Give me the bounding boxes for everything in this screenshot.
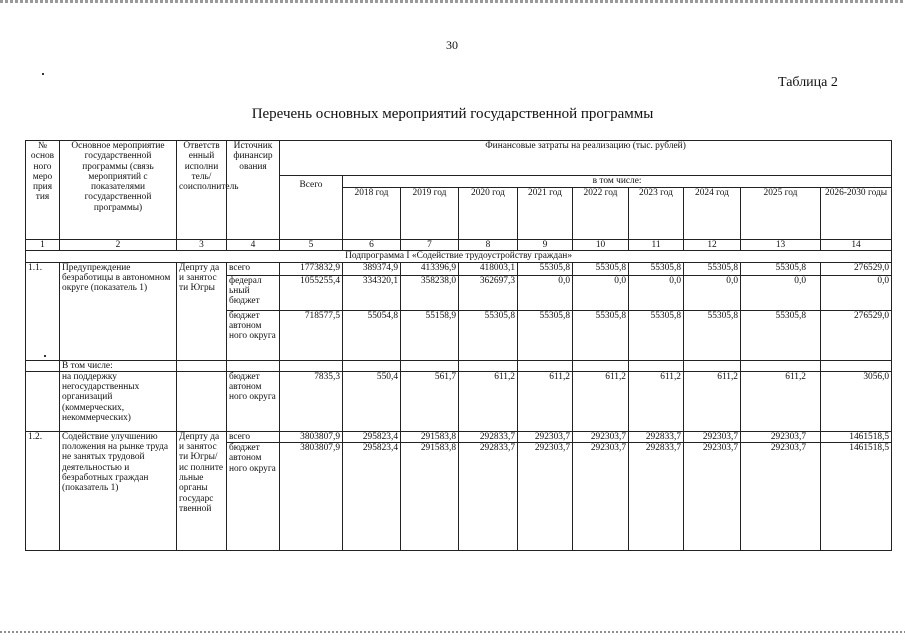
header-finance: Финансовые затраты на реализацию (тыс. рублей) bbox=[280, 141, 892, 176]
value-cell: 55305,8 bbox=[518, 310, 573, 360]
column-number: 9 bbox=[518, 240, 573, 251]
value-cell: 292303,7 bbox=[741, 431, 821, 442]
column-number: 11 bbox=[629, 240, 684, 251]
value-cell: 3803807,9 bbox=[280, 431, 343, 442]
header-year: 2023 год bbox=[629, 188, 684, 240]
header-year: 2024 год bbox=[684, 188, 741, 240]
funding-source: бюджет автоном ного округа bbox=[227, 443, 280, 551]
measure-name: Содействие улучшению положения на рынке труда не занятых трудовой деятельностью и безработных граждан (показатель 1) bbox=[60, 431, 177, 550]
value-cell: 561,7 bbox=[401, 371, 459, 431]
header-total: Всего bbox=[280, 176, 343, 240]
table-row bbox=[26, 371, 892, 431]
column-number-row bbox=[26, 240, 892, 251]
responsible-executor: Депрту да и занятос ти Югры bbox=[177, 262, 227, 360]
value-cell: 292303,7 bbox=[573, 431, 629, 442]
header-year: 2019 год bbox=[401, 188, 459, 240]
funding-source: федерал ьный бюджет bbox=[227, 275, 280, 310]
header-num: № основ ного меро прия тия bbox=[26, 141, 60, 240]
header-year: 2026-2030 годы bbox=[821, 188, 892, 240]
column-number: 1 bbox=[26, 240, 60, 251]
value-cell: 292303,7 bbox=[518, 443, 573, 551]
table-row bbox=[26, 262, 892, 275]
value-cell: 418003,1 bbox=[459, 262, 518, 275]
value-cell: 550,4 bbox=[343, 371, 401, 431]
value-cell: 292833,7 bbox=[629, 443, 684, 551]
header-responsible: Ответств енный исполни тель/ соисполнитель bbox=[177, 141, 227, 240]
value-cell: 292303,7 bbox=[684, 443, 741, 551]
value-cell: 292833,7 bbox=[459, 443, 518, 551]
value-cell: 3803807,9 bbox=[280, 443, 343, 551]
funding-source: бюджет автоном ного округа bbox=[227, 371, 280, 431]
column-number: 5 bbox=[280, 240, 343, 251]
table-row bbox=[26, 360, 892, 371]
header-source: Источник финансир ования bbox=[227, 141, 280, 240]
value-cell: 611,2 bbox=[741, 371, 821, 431]
value-cell: 292303,7 bbox=[684, 431, 741, 442]
value-cell: 1461518,5 bbox=[821, 443, 892, 551]
value-cell: 0,0 bbox=[684, 275, 741, 310]
value-cell: 0,0 bbox=[518, 275, 573, 310]
value-cell: 389374,9 bbox=[343, 262, 401, 275]
table-row bbox=[26, 431, 892, 442]
value-cell: 276529,0 bbox=[821, 310, 892, 360]
value-cell: 0,0 bbox=[741, 275, 821, 310]
measure-name: на поддержку негосударственных организаций (коммерческих, некоммерческих) bbox=[60, 371, 177, 431]
value-cell: 295823,4 bbox=[343, 431, 401, 442]
value-cell: 55305,8 bbox=[573, 310, 629, 360]
value-cell: 292833,7 bbox=[629, 431, 684, 442]
measure-name: Предупреждение безработицы в автономном округе (показатель 1) bbox=[60, 262, 177, 360]
value-cell: 55158,9 bbox=[401, 310, 459, 360]
row-number: 1.1. bbox=[26, 262, 60, 360]
value-cell: 292303,7 bbox=[741, 443, 821, 551]
value-cell: 362697,3 bbox=[459, 275, 518, 310]
value-cell: 0,0 bbox=[573, 275, 629, 310]
document-title: Перечень основных мероприятий государственной программы bbox=[251, 106, 654, 122]
value-cell: 55305,8 bbox=[741, 310, 821, 360]
page-number: 30 bbox=[446, 38, 458, 52]
value-cell: 291583,8 bbox=[401, 443, 459, 551]
row-number: 1.2. bbox=[26, 431, 60, 550]
header-year: 2025 год bbox=[741, 188, 821, 240]
value-cell: 334320,1 bbox=[343, 275, 401, 310]
value-cell: 295823,4 bbox=[343, 443, 401, 551]
scan-edge-top bbox=[0, 0, 905, 3]
value-cell: 1773832,9 bbox=[280, 262, 343, 275]
funding-source: бюджет автоном ного округа bbox=[227, 310, 280, 360]
value-cell: 611,2 bbox=[518, 371, 573, 431]
funding-source: всего bbox=[227, 262, 280, 275]
value-cell: 55305,8 bbox=[573, 262, 629, 275]
responsible-executor: Депрту да и занятос ти Югры/ис полните льные органы государс твенной bbox=[177, 431, 227, 550]
value-cell: 611,2 bbox=[684, 371, 741, 431]
value-cell: 55305,8 bbox=[684, 262, 741, 275]
value-cell: 55054,8 bbox=[343, 310, 401, 360]
value-cell: 358238,0 bbox=[401, 275, 459, 310]
column-number: 10 bbox=[573, 240, 629, 251]
value-cell: 1055255,4 bbox=[280, 275, 343, 310]
table-label: Таблица 2 bbox=[778, 75, 838, 90]
header-main-measure: Основное мероприятие государственной программы (связь мероприятий с показателями государственной программы) bbox=[60, 141, 177, 240]
value-cell: 292833,7 bbox=[459, 431, 518, 442]
value-cell: 292303,7 bbox=[573, 443, 629, 551]
column-number: 4 bbox=[227, 240, 280, 251]
value-cell: 718577,5 bbox=[280, 310, 343, 360]
value-cell: 413396,9 bbox=[401, 262, 459, 275]
scan-edge-bottom bbox=[0, 631, 905, 633]
column-number: 13 bbox=[741, 240, 821, 251]
column-number: 12 bbox=[684, 240, 741, 251]
measures-table bbox=[25, 140, 892, 551]
value-cell: 0,0 bbox=[629, 275, 684, 310]
value-cell: 7835,3 bbox=[280, 371, 343, 431]
value-cell: 1461518,5 bbox=[821, 431, 892, 442]
value-cell: 292303,7 bbox=[518, 431, 573, 442]
column-number: 7 bbox=[401, 240, 459, 251]
header-year: 2018 год bbox=[343, 188, 401, 240]
value-cell: 55305,8 bbox=[629, 262, 684, 275]
column-number: 8 bbox=[459, 240, 518, 251]
value-cell: 55305,8 bbox=[518, 262, 573, 275]
scan-speck bbox=[42, 73, 44, 75]
column-number: 3 bbox=[177, 240, 227, 251]
value-cell: 0,0 bbox=[821, 275, 892, 310]
header-year: 2021 год bbox=[518, 188, 573, 240]
including-label: В том числе: bbox=[60, 360, 177, 371]
value-cell: 55305,8 bbox=[684, 310, 741, 360]
header-year: 2020 год bbox=[459, 188, 518, 240]
value-cell: 3056,0 bbox=[821, 371, 892, 431]
header-including: в том числе: bbox=[343, 176, 892, 188]
funding-source: всего bbox=[227, 431, 280, 442]
column-number: 6 bbox=[343, 240, 401, 251]
subprogram-title: Подпрограмма I «Содействие трудоустройству граждан» bbox=[26, 251, 892, 262]
column-number: 14 bbox=[821, 240, 892, 251]
value-cell: 611,2 bbox=[459, 371, 518, 431]
value-cell: 55305,8 bbox=[741, 262, 821, 275]
value-cell: 55305,8 bbox=[459, 310, 518, 360]
header-year: 2022 год bbox=[573, 188, 629, 240]
value-cell: 611,2 bbox=[573, 371, 629, 431]
value-cell: 276529,0 bbox=[821, 262, 892, 275]
value-cell: 291583,8 bbox=[401, 431, 459, 442]
value-cell: 55305,8 bbox=[629, 310, 684, 360]
value-cell: 611,2 bbox=[629, 371, 684, 431]
column-number: 2 bbox=[60, 240, 177, 251]
